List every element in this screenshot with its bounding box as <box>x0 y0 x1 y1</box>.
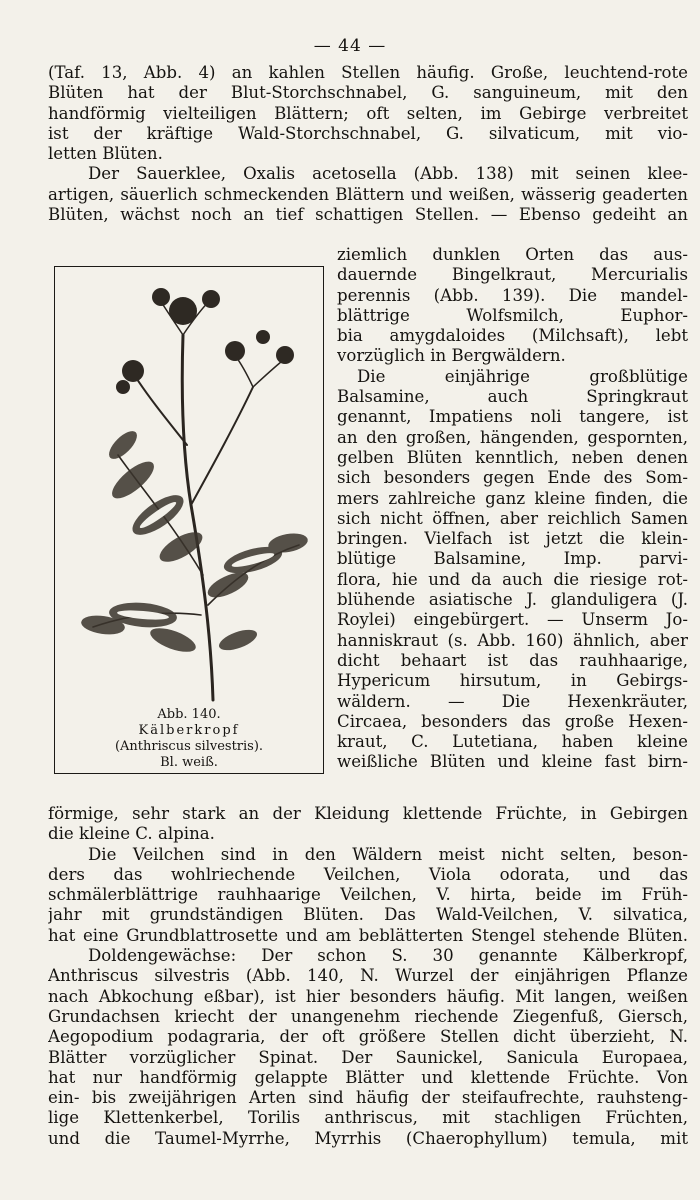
figure-kaelberkropf <box>54 266 324 774</box>
text-line: flora, hie und da auch die riesige rot- <box>337 569 688 589</box>
text-line: Blüten, wächst noch an tief schattigen Stellen. — Ebenso gedeiht an <box>48 205 688 225</box>
text-line: jahr mit grundständigen Blüten. Das Wald-Veilchen, V. silvatica, <box>48 905 688 925</box>
text-line: Anthriscus silvestris (Abb. 140, N. Wurzel der einjährigen Pflanze <box>48 966 688 986</box>
text-line: artigen, säuerlich schmeckenden Blättern und weißen, wässerig geaderten <box>48 184 688 204</box>
text-line: (Taf. 13, Abb. 4) an kahlen Stellen häufig. Große, leuchtend-rote <box>48 63 688 82</box>
text-line: an den großen, hängenden, gespornten, <box>337 427 688 447</box>
text-line: hat eine Grundblattrosette und am beblätterten Stengel stehende Blüten. <box>48 925 688 945</box>
text-line: Blüten hat der Blut-Storchschnabel, G. sanguineum, mit den <box>48 83 688 103</box>
text-line: Aegopodium podagraria, der oft größere Stellen dicht überzieht, N. <box>48 1027 688 1047</box>
text-line: kraut, C. Lutetiana, haben kleine <box>337 732 688 752</box>
text-line: dicht behaart ist das rauhhaarige, <box>337 650 688 670</box>
text-line: die kleine C. alpina. <box>48 824 215 844</box>
text-line: perennis (Abb. 139). Die mandel- <box>337 285 688 305</box>
text-line: Die Veilchen sind in den Wäldern meist nicht selten, beson- <box>88 844 688 864</box>
text-line: sich besonders gegen Ende des Som- <box>337 468 688 488</box>
figure-scientific-name: (Anthriscus silvestris). <box>114 739 264 754</box>
top-paragraphs <box>48 63 688 225</box>
bottom-paragraphs <box>48 804 688 1149</box>
text-line: hanniskraut (s. Abb. 160) ähnlich, aber <box>337 630 688 650</box>
text-line: wäldern. — Die Hexenkräuter, <box>337 691 688 711</box>
text-line: ist der kräftige Wald-Storchschnabel, G. silvaticum, mit vio- <box>48 123 688 143</box>
figure-flower-color: Bl. weiß. <box>160 755 218 770</box>
text-line: sich nicht öffnen, aber reichlich Samen <box>337 508 688 528</box>
text-line: Balsamine, auch Springkraut <box>337 387 688 407</box>
text-line: Circaea, besonders das große Hexen- <box>337 711 688 731</box>
page-number: — 44 — <box>313 36 387 56</box>
text-line: bringen. Vielfach ist jetzt die klein- <box>337 529 688 549</box>
text-line: Grundachsen kriecht der unangenehm riechende Ziegenfuß, Giersch, <box>48 1006 688 1026</box>
figure-number: Abb. 140. <box>157 707 221 722</box>
text-line: genannt, Impatiens noli tangere, ist <box>337 407 688 427</box>
text-line: und die Taumel-Myrrhe, Myrrhis (Chaerophyllum) temula, mit <box>48 1128 688 1148</box>
text-line: blütige Balsamine, Imp. parvi- <box>337 549 688 569</box>
text-line: Blätter vorzüglicher Spinat. Der Saunickel, Sanicula Europaea, <box>48 1047 688 1067</box>
text-line: lige Klettenkerbel, Torilis anthriscus, mit stachligen Früchten, <box>48 1108 688 1128</box>
text-line: förmige, sehr stark an der Kleidung klettende Früchte, in Gebirgen <box>48 804 688 823</box>
text-line: Die einjährige großblütige <box>357 366 688 386</box>
text-line: ders das wohlriechende Veilchen, Viola odorata, und das <box>48 864 688 884</box>
text-line: Roylei) eingebürgert. — Unserm Jo- <box>337 610 688 630</box>
text-line: vorzüglich in Bergwäldern. <box>337 346 566 366</box>
text-line: bia amygdaloides (Milchsaft), lebt <box>337 326 688 346</box>
text-line: schmälerblättrige rauhhaarige Veilchen, V. hirta, beide im Früh- <box>48 885 688 905</box>
text-line: Doldengewächse: Der schon S. 30 genannte Kälberkropf, <box>88 946 688 966</box>
text-line: blühende asiatische J. glanduligera (J. <box>337 590 688 610</box>
text-line: letten Blüten. <box>48 144 163 164</box>
text-line: ein- bis zweijährigen Arten sind häufig der steifaufrechte, rauhsteng- <box>48 1088 688 1108</box>
figure-title: Kälberkropf <box>138 723 240 738</box>
side-column-paragraphs <box>337 245 688 773</box>
text-line: ziemlich dunklen Orten das aus- <box>337 245 688 264</box>
text-line: dauernde Bingelkraut, Mercurialis <box>337 265 688 285</box>
text-line: Der Sauerklee, Oxalis acetosella (Abb. 138) mit seinen klee- <box>88 164 688 184</box>
text-line: Hypericum hirsutum, in Gebirgs- <box>337 671 688 691</box>
text-line: nach Abkochung eßbar), ist hier besonders häufig. Mit langen, weißen <box>48 986 688 1006</box>
text-line: gelben Blüten kenntlich, neben denen <box>337 447 688 467</box>
text-line: hat nur handförmig gelappte Blätter und klettende Früchte. Von <box>48 1067 688 1087</box>
text-line: handförmig vielteiligen Blättern; oft selten, im Gebirge verbreitet <box>48 103 688 123</box>
text-line: blättrige Wolfsmilch, Euphor- <box>337 305 688 325</box>
plant-illustration <box>63 275 315 705</box>
text-line: mers zahlreiche ganz kleine finden, die <box>337 488 688 508</box>
text-line: weißliche Blüten und kleine fast birn- <box>337 752 688 772</box>
